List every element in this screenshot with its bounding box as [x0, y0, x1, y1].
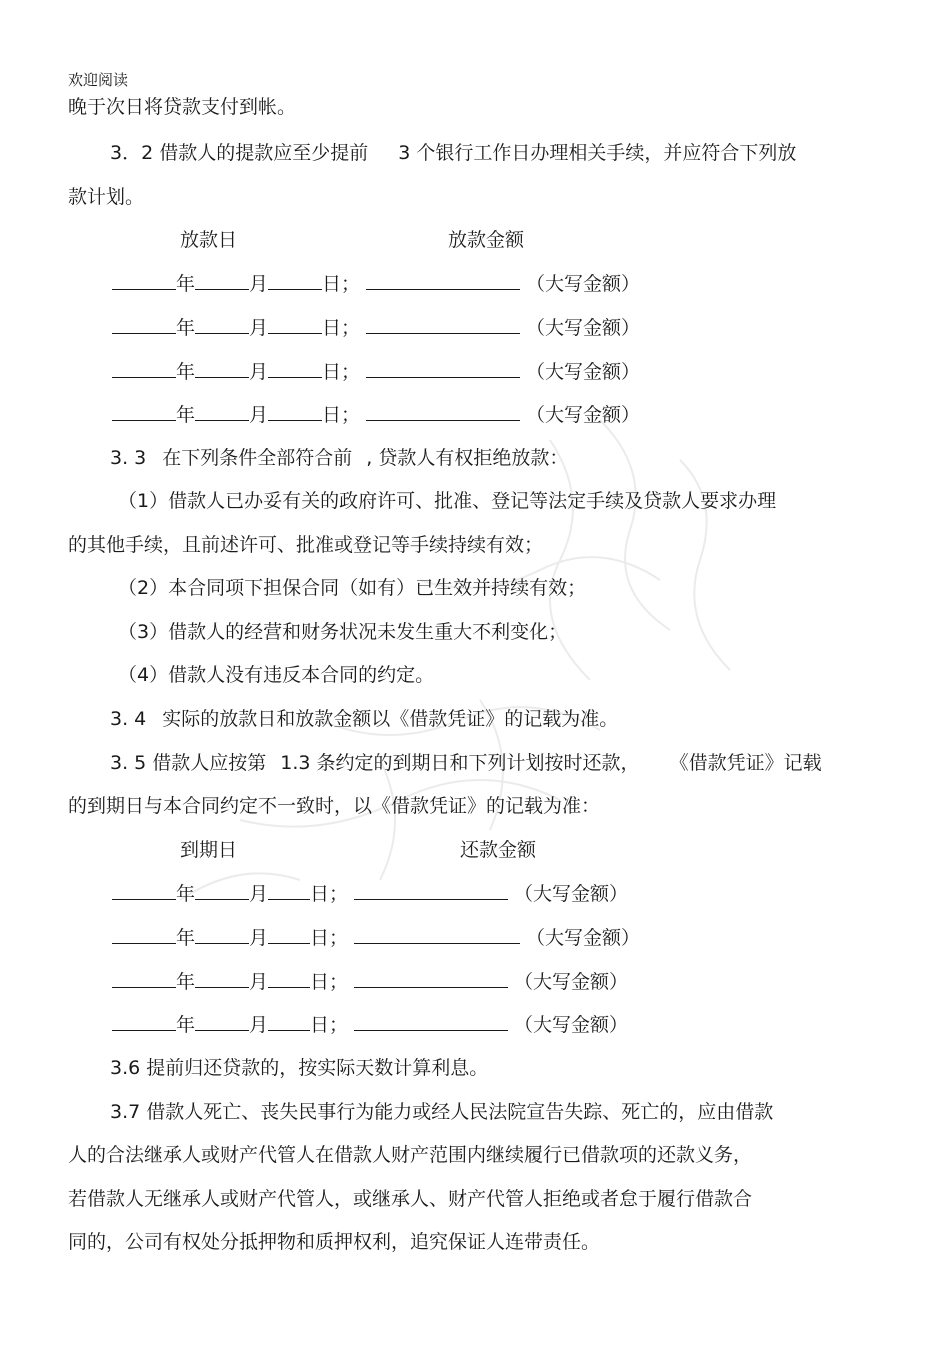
month-label: 月: [249, 1014, 269, 1036]
clause-3-7-cont: 同的，公司有权处分抵押物和质押权利，追究保证人连带责任。: [68, 1231, 601, 1253]
condition-3: （3）借款人的经营和财务状况未发生重大不利变化；: [118, 621, 568, 643]
day-label: 日；: [322, 317, 361, 339]
year-label: 年: [176, 971, 196, 993]
month-label: 月: [249, 883, 269, 905]
clause-3-5: [110, 751, 822, 775]
clause-3-7: 3.7 借款人死亡、丧失民事行为能力或经人民法院宣告失踪、死亡的，应由借款: [110, 1101, 774, 1123]
month-label: 月: [249, 404, 269, 426]
clause-3-3-part2: , 贷款人有权拒绝放款：: [366, 447, 569, 469]
disbursement-row: [112, 359, 640, 384]
month-blank[interactable]: [195, 1012, 249, 1031]
clause-3-5-part1: 3. 5 借款人应按第: [110, 752, 267, 774]
day-blank[interactable]: [268, 881, 310, 900]
clause-3-6: 3.6 提前归还贷款的，按实际天数计算利息。: [110, 1057, 489, 1079]
amount-blank[interactable]: [354, 881, 508, 900]
year-label: 年: [176, 1014, 196, 1036]
day-blank[interactable]: [268, 402, 322, 421]
month-label: 月: [249, 317, 269, 339]
amount-note: （大写金额）: [514, 1014, 629, 1036]
amount-note: （大写金额）: [526, 361, 641, 383]
repayment-row: [112, 881, 628, 906]
clause-3-3: [110, 446, 568, 470]
amount-blank[interactable]: [354, 969, 508, 988]
year-label: 年: [176, 273, 196, 295]
year-label: 年: [176, 361, 196, 383]
month-blank[interactable]: [195, 271, 249, 290]
amount-blank[interactable]: [366, 315, 520, 334]
condition-1-cont: 的其他手续，且前述许可、批准或登记等手续持续有效；: [68, 534, 544, 556]
amount-blank[interactable]: [354, 925, 520, 944]
month-label: 月: [249, 927, 269, 949]
day-label: 日；: [322, 273, 361, 295]
amount-note: （大写金额）: [526, 927, 641, 949]
amount-note: （大写金额）: [526, 317, 641, 339]
repayment-row: [112, 969, 628, 994]
clause-3-7-cont: 人的合法继承人或财产代管人在借款人财产范围内继续履行已借款项的还款义务，: [68, 1144, 753, 1166]
clause-3-2-part1: 3．2 借款人的提款应至少提前: [110, 142, 369, 164]
clause-3-4-number: 3. 4: [110, 708, 147, 730]
clause-3-2-cont: 款计划。: [68, 186, 145, 208]
day-blank[interactable]: [268, 925, 310, 944]
day-label: 日；: [310, 927, 349, 949]
disbursement-row: [112, 315, 640, 340]
repayment-amount-header: 还款金额: [460, 839, 537, 861]
year-blank[interactable]: [112, 925, 176, 944]
amount-note: （大写金额）: [514, 883, 629, 905]
year-label: 年: [176, 883, 196, 905]
year-blank[interactable]: [112, 402, 176, 421]
clause-3-3-number: 3. 3: [110, 447, 147, 469]
year-blank[interactable]: [112, 969, 176, 988]
amount-note: （大写金额）: [526, 404, 641, 426]
page-header: 欢迎阅读: [68, 71, 129, 89]
month-blank[interactable]: [195, 925, 249, 944]
clause-3-2: [110, 141, 796, 165]
condition-1: （1）借款人已办妥有关的政府许可、批准、登记等法定手续及贷款人要求办理: [118, 490, 777, 512]
clause-3-5-cont: 的到期日与本合同约定不一致时，以《借款凭证》的记载为准：: [68, 795, 601, 817]
clause-3-5-part3: 《借款凭证》记载: [669, 752, 822, 774]
repayment-date-header: 到期日: [180, 839, 238, 861]
day-blank[interactable]: [268, 271, 322, 290]
day-label: 日；: [310, 1014, 349, 1036]
condition-2: （2）本合同项下担保合同（如有）已生效并持续有效；: [118, 577, 587, 599]
clause-3-4-text: 实际的放款日和放款金额以《借款凭证》的记载为准。: [162, 708, 619, 730]
month-blank[interactable]: [195, 359, 249, 378]
month-label: 月: [249, 971, 269, 993]
paragraph-line: 晚于次日将贷款支付到帐。: [68, 96, 297, 118]
amount-note: （大写金额）: [526, 273, 641, 295]
month-blank[interactable]: [195, 969, 249, 988]
disbursement-row: [112, 402, 640, 427]
day-label: 日；: [310, 883, 349, 905]
amount-blank[interactable]: [366, 402, 520, 421]
year-blank[interactable]: [112, 271, 176, 290]
disbursement-amount-header: 放款金额: [448, 229, 525, 251]
month-blank[interactable]: [195, 315, 249, 334]
year-label: 年: [176, 927, 196, 949]
day-blank[interactable]: [268, 1012, 310, 1031]
month-label: 月: [249, 273, 269, 295]
day-blank[interactable]: [268, 359, 322, 378]
disbursement-date-header: 放款日: [180, 229, 238, 251]
year-label: 年: [176, 404, 196, 426]
year-blank[interactable]: [112, 881, 176, 900]
amount-note: （大写金额）: [514, 971, 629, 993]
day-label: 日；: [322, 404, 361, 426]
month-blank[interactable]: [195, 402, 249, 421]
day-blank[interactable]: [268, 969, 310, 988]
clause-3-3-part1: 在下列条件全部符合前: [162, 447, 353, 469]
month-label: 月: [249, 361, 269, 383]
disbursement-row: [112, 271, 640, 296]
clause-3-4: [110, 707, 618, 731]
amount-blank[interactable]: [366, 271, 520, 290]
clause-3-2-part2: 3 个银行工作日办理相关手续，并应符合下列放: [398, 142, 797, 164]
year-blank[interactable]: [112, 315, 176, 334]
amount-blank[interactable]: [366, 359, 520, 378]
condition-4: （4）借款人没有违反本合同的约定。: [118, 664, 435, 686]
clause-3-7-cont: 若借款人无继承人或财产代管人，或继承人、财产代管人拒绝或者怠于履行借款合: [68, 1188, 753, 1210]
day-blank[interactable]: [268, 315, 322, 334]
year-blank[interactable]: [112, 1012, 176, 1031]
repayment-row: [112, 925, 640, 950]
day-label: 日；: [310, 971, 349, 993]
month-blank[interactable]: [195, 881, 249, 900]
amount-blank[interactable]: [354, 1012, 508, 1031]
year-blank[interactable]: [112, 359, 176, 378]
clause-3-5-part2: 1.3 条约定的到期日和下列计划按时还款，: [280, 752, 640, 774]
year-label: 年: [176, 317, 196, 339]
repayment-row: [112, 1012, 628, 1037]
day-label: 日；: [322, 361, 361, 383]
